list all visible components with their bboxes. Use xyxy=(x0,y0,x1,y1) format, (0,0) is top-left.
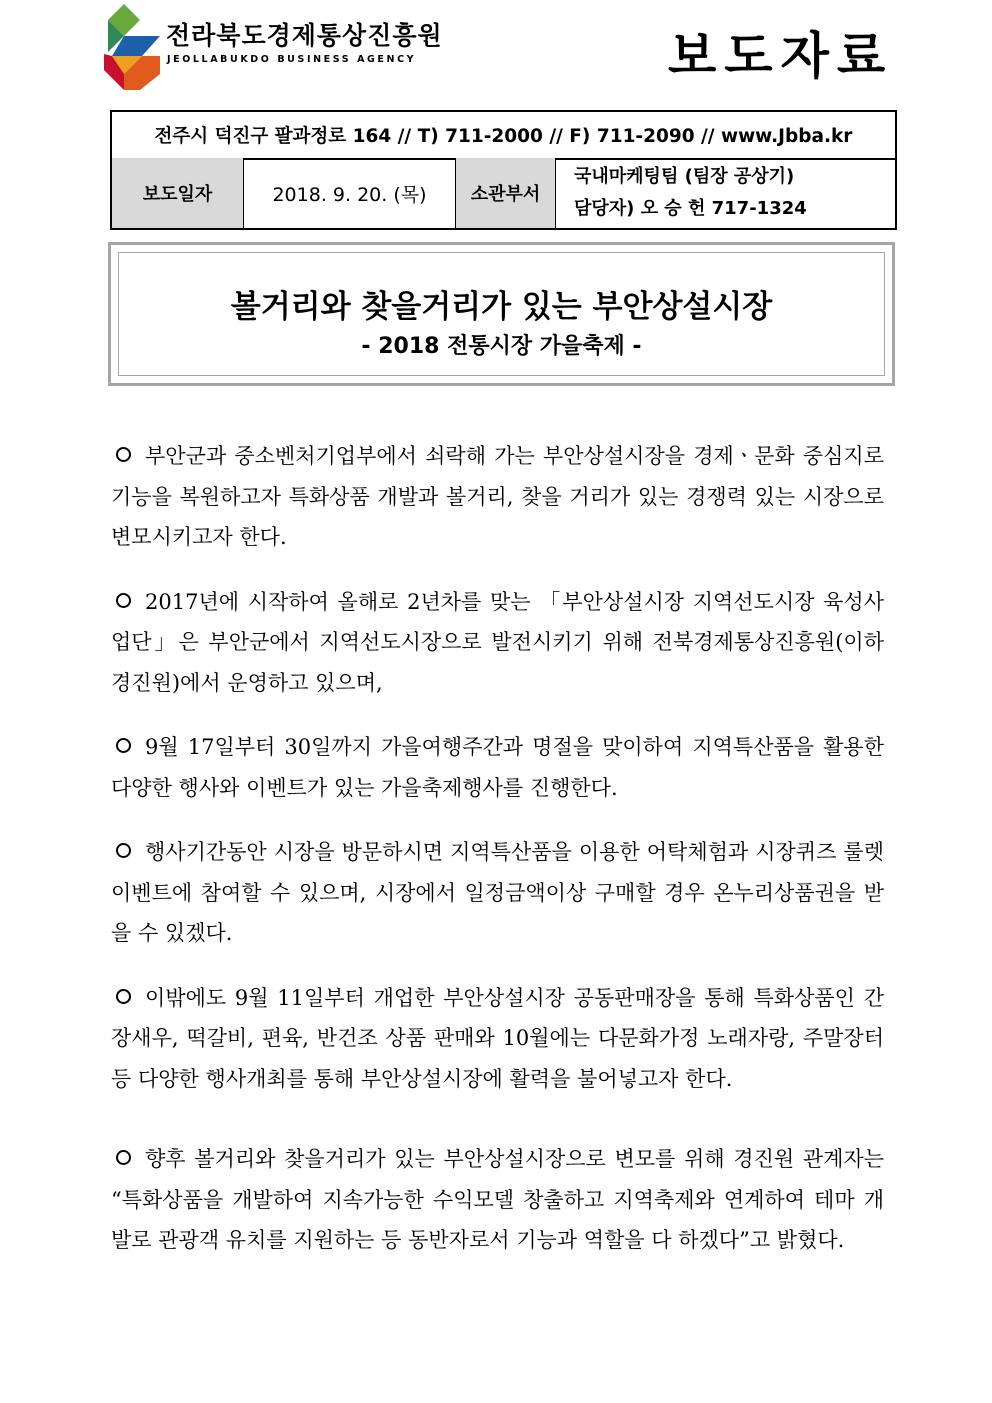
headline-title: 볼거리와 찾을거리가 있는 부안상설시장 xyxy=(230,289,773,325)
org-name: 전라북도경제통상진흥원 xyxy=(166,21,443,50)
circle-bullet-icon xyxy=(116,989,131,1004)
dept-label: 소관부서 xyxy=(456,158,556,228)
paragraph-text: 9월 17일부터 30일까지 가을여행주간과 명절을 맞이하여 지역특산품을 활용한 다양한 행사와 이벤트가 있는 가을축제행사를 진행한다. xyxy=(111,735,884,800)
paragraph xyxy=(111,727,884,808)
paragraph-text: 2017년에 시작하여 올해로 2년차를 맞는 「부안상설시장 지역선도시장 육성사업단」은 부안군에서 지역선도시장으로 발전시키기 위해 전북경제통상진흥원(이하 경진원)에서 운영하고 있으며, xyxy=(111,589,884,695)
date-value: 2018. 9. 20. (목) xyxy=(244,158,456,228)
paragraph-text: 이밖에도 9월 11일부터 개업한 부안상설시장 공동판매장을 통해 특화상품인 간장새우, 떡갈비, 편육, 반건조 상품 판매와 10월에는 다문화가정 노래자랑, 주말장터 등 다양한 행사개최를 통해 부안상설시장에 활력을 불어넣고자 한다. xyxy=(111,985,884,1091)
paragraph xyxy=(111,1139,884,1261)
doc-type-title: 보도자료 xyxy=(668,27,894,85)
article-body xyxy=(111,436,884,1261)
paragraph xyxy=(111,436,884,558)
paragraph-text: 행사기간동안 시장을 방문하시면 지역특산품을 이용한 어탁체험과 시장퀴즈 룰렛 이벤트에 참여할 수 있으며, 시장에서 일정금액이상 구매할 경우 온누리상품권을 받을 수 있겠다. xyxy=(111,840,884,945)
org-logo-mark-icon xyxy=(104,4,160,90)
circle-bullet-icon xyxy=(116,843,131,858)
circle-bullet-icon xyxy=(116,447,131,462)
dept-value xyxy=(556,158,895,228)
circle-bullet-icon xyxy=(116,593,131,608)
org-logo xyxy=(104,4,443,90)
paragraph xyxy=(111,832,884,954)
headline-subtitle: - 2018 전통시장 가을축제 - xyxy=(361,334,642,359)
date-label: 보도일자 xyxy=(112,158,244,228)
circle-bullet-icon xyxy=(116,1150,131,1165)
paragraph-text: 향후 볼거리와 찾을거리가 있는 부안상설시장으로 변모를 위해 경진원 관계자는 “특화상품을 개발하여 지속가능한 수익모델 창출하고 지역축제와 연계하여 테마 개발로 관광객 유치를 지원하는 등 동반자로서 기능과 역할을 다 하겠다”고 밝혔다. xyxy=(111,1147,884,1252)
paragraph xyxy=(111,582,884,704)
paragraph xyxy=(111,978,884,1100)
paragraph-text: 부안군과 중소벤처기업부에서 쇠락해 가는 부안상설시장을 경제ㆍ문화 중심지로 기능을 복원하고자 특화상품 개발과 볼거리, 찾을 거리가 있는 경쟁력 있는 시장으로 변모시키고자 한다. xyxy=(111,444,884,549)
headline-box xyxy=(108,242,895,386)
dept-team: 국내마케팅팀 (팀장 공상기) xyxy=(574,166,795,187)
org-name-en: JEOLLABUKDO BUSINESS AGENCY xyxy=(167,54,417,65)
info-table xyxy=(110,110,897,230)
circle-bullet-icon xyxy=(116,738,131,753)
dept-contact: 담당자) 오 승 헌 717-1324 xyxy=(574,198,807,219)
contact-line: 전주시 덕진구 팔과정로 164 // T) 711-2000 // F) 711-2090 // www.Jbba.kr xyxy=(112,112,895,160)
